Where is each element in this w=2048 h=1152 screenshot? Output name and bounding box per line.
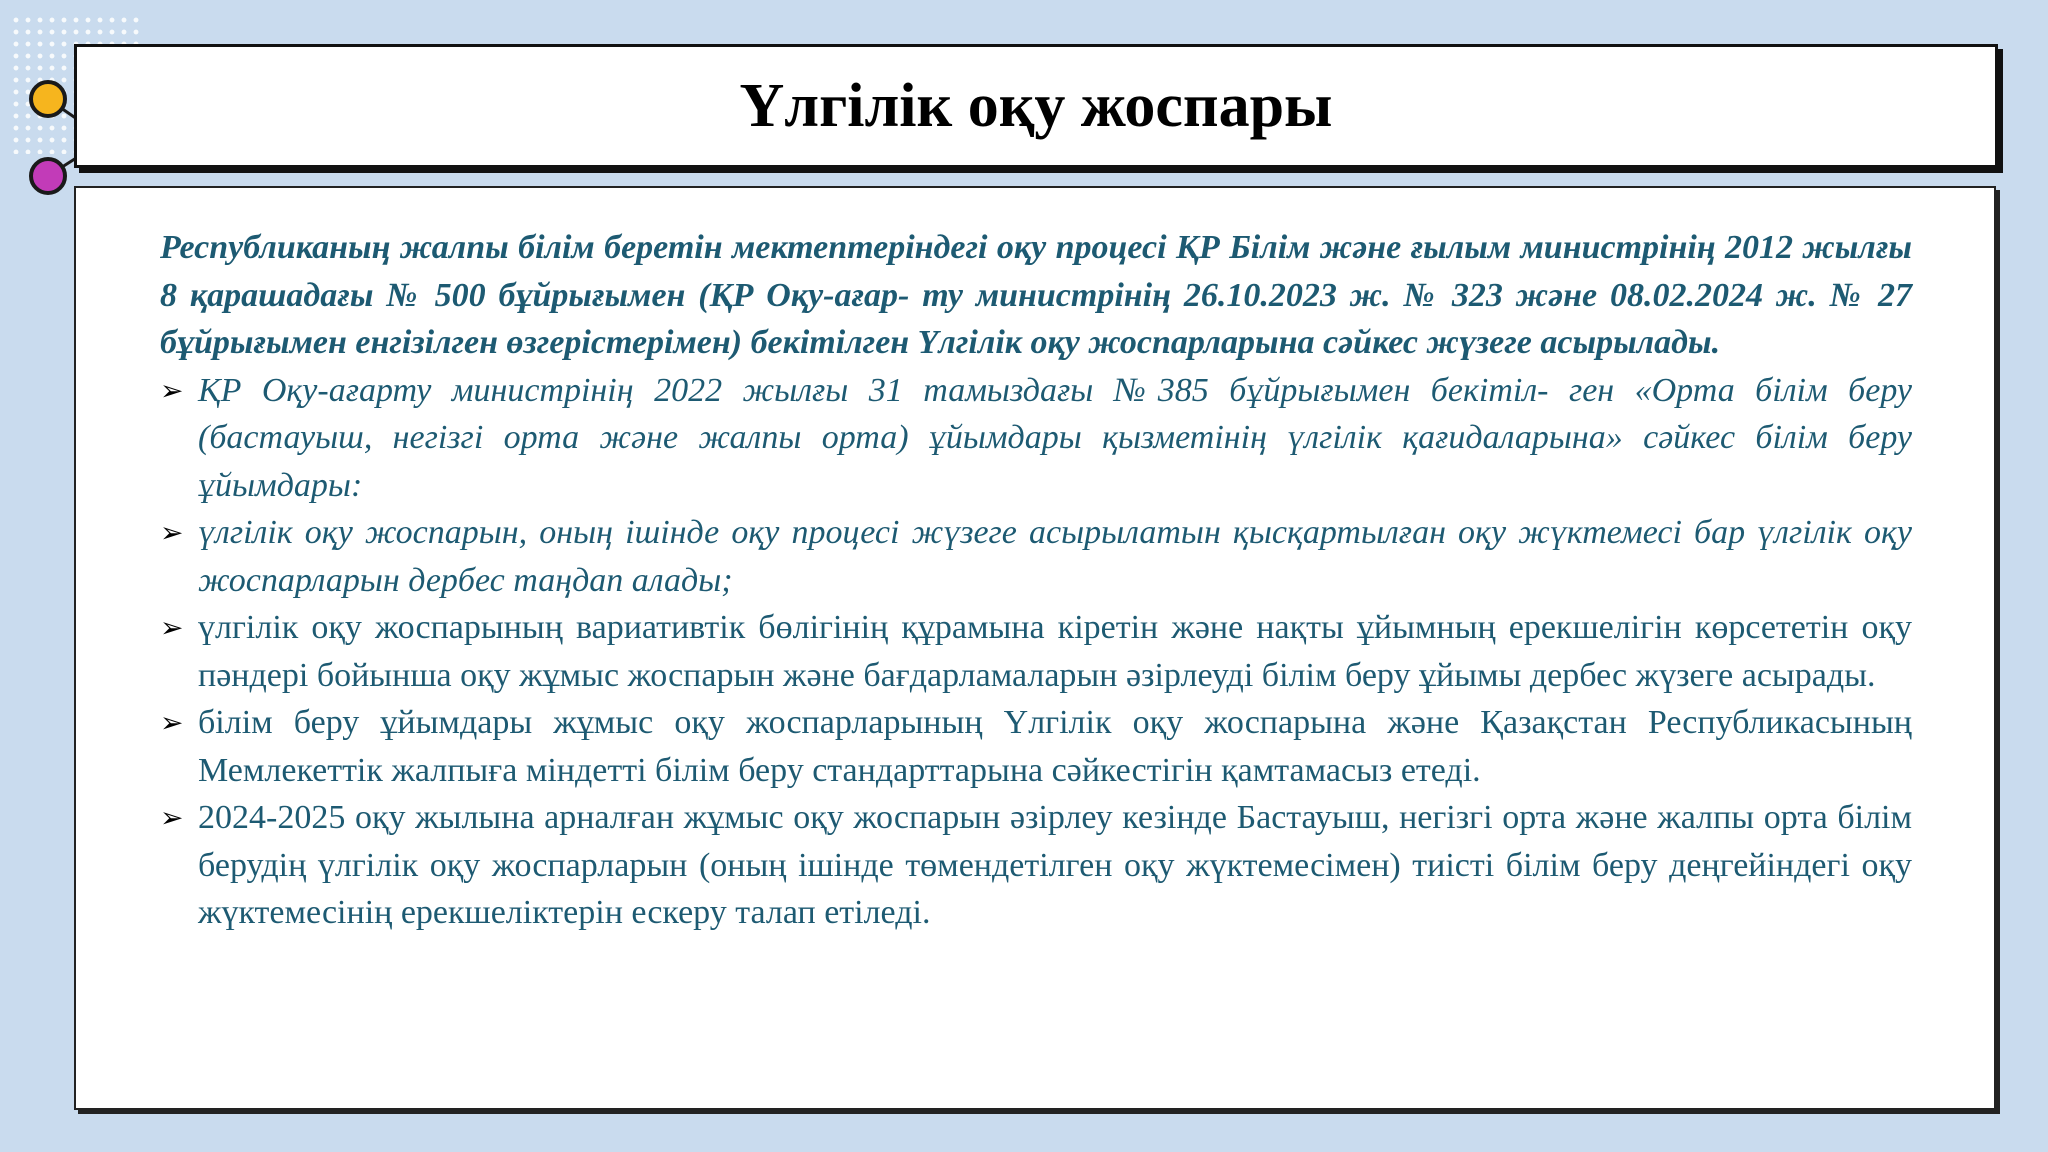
list-item-text: білім беру ұйымдары жұмыс оқу жоспарларының Үлгілік оқу жоспарына және Қазақстан Республикасының Мемлекеттік жалпыға міндетті білім беру стандарттарына сәйкестігін қамтамасыз етеді. xyxy=(198,704,1912,789)
bullet-list xyxy=(160,367,1912,937)
arrow-bullet-icon: ➢ xyxy=(160,373,184,407)
list-item xyxy=(160,699,1912,794)
content-body xyxy=(160,224,1912,937)
magenta-circle-icon xyxy=(31,159,65,193)
intro-paragraph: Республиканың жалпы білім беретін мектептеріндегі оқу процесі ҚР Білім және ғылым министрінің 2012 жылғы 8 қарашадағы № 500 бұйрығымен (ҚР Оқу-ағар- ту министрінің 26.10.2023 ж. № 323 және 08.02.2024 ж. № 27 бұйрығымен енгізілген өзгерістерімен) бекітілген Үлгілік оқу жоспарларына сәйкес жүзеге асырылады. xyxy=(160,229,1912,361)
content-box xyxy=(74,186,1996,1110)
list-item xyxy=(160,367,1912,510)
arrow-bullet-icon: ➢ xyxy=(160,516,184,549)
page-title: Үлгілік оқу жоспары xyxy=(739,71,1333,140)
list-item-text: үлгілік оқу жоспарының вариативтік бөлігінің құрамына кіретін және нақты ұйымның ерекшелігін көрсететін оқу пәндері бойынша оқу жұмыс жоспарын және бағдарламаларын әзірлеуді білім беру ұйымы дербес жүзеге асырады. xyxy=(198,609,1912,694)
list-item xyxy=(160,794,1912,937)
list-item xyxy=(160,604,1912,699)
title-box xyxy=(74,44,1998,168)
arrow-bullet-icon: ➢ xyxy=(160,801,184,834)
list-item-text: үлгілік оқу жоспарын, оның ішінде оқу процесі жүзеге асырылатын қысқартылған оқу жүктемесі бар үлгілік оқу жоспарларын дербес таңдап алады; xyxy=(198,514,1912,599)
arrow-bullet-icon: ➢ xyxy=(160,706,184,739)
arrow-bullet-icon: ➢ xyxy=(160,611,184,644)
list-item-text: ҚР Оқу-ағарту министрінің 2022 жылғы 31 тамыздағы №385 бұйрығымен бекітіл- ген «Орта білім беру (бастауыш, негізгі орта және жалпы орта) ұйымдары қызметінің үлгілік қағидаларына» сәйкес білім беру ұйымдары: xyxy=(198,371,1912,504)
list-item xyxy=(160,509,1912,604)
yellow-circle-icon xyxy=(31,82,65,116)
list-item-text: 2024-2025 оқу жылына арналған жұмыс оқу жоспарын әзірлеу кезінде Бастауыш, негізгі орта және жалпы орта білім берудің үлгілік оқу жоспарларын (оның ішінде төмендетілген оқу жүктемесімен) тиісті білім беру деңгейіндегі оқу жүктемесінің ерекшеліктерін ескеру талап етіледі. xyxy=(198,799,1912,931)
